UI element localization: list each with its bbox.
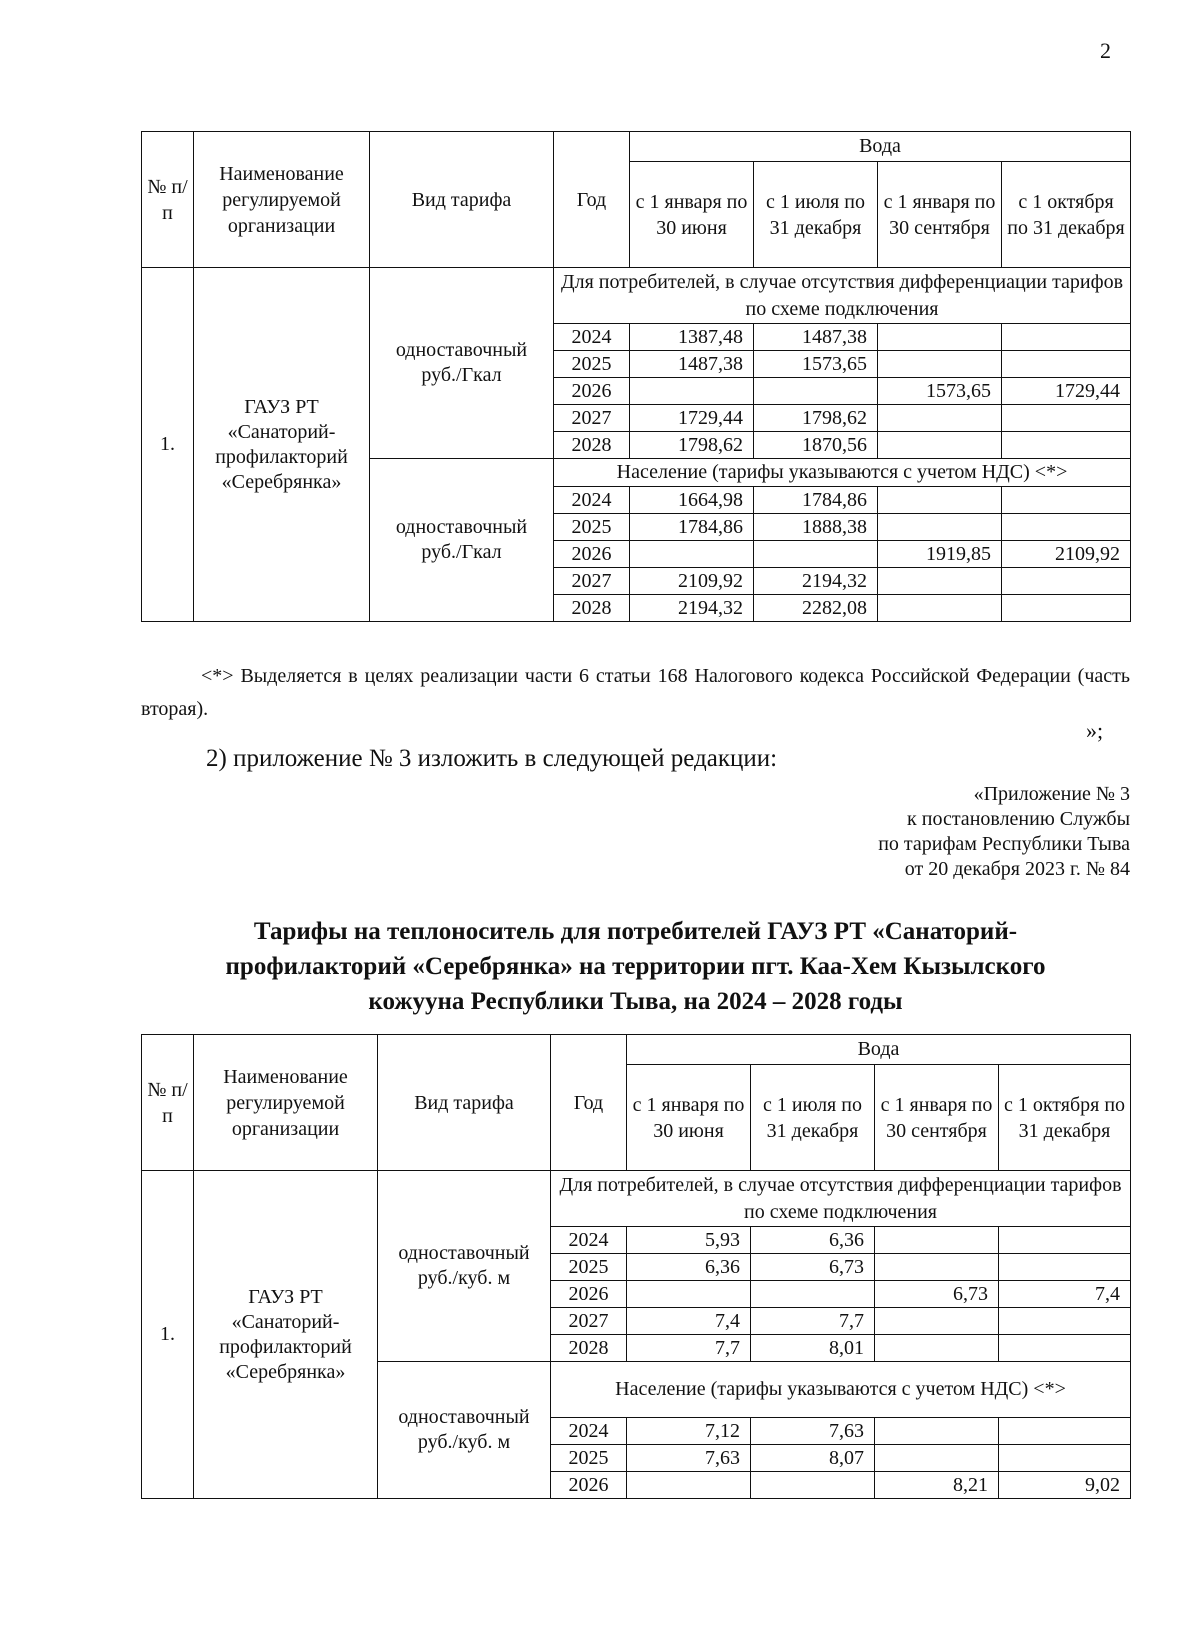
document-title	[141, 914, 1130, 1019]
value-cell: 7,63	[751, 1418, 875, 1445]
row-number: 1.	[142, 1171, 194, 1499]
appendix-line: к постановлению Службы	[907, 808, 1130, 830]
value-cell	[1002, 324, 1131, 351]
value-cell: 8,01	[751, 1335, 875, 1362]
year-cell: 2026	[554, 541, 630, 568]
year-cell: 2025	[551, 1445, 627, 1472]
header-period-4: с 1 октября по 31 декабря	[1002, 162, 1131, 268]
title-line: кожууна Республики Тыва, на 2024 – 2028 годы	[368, 988, 903, 1015]
row-number: 1.	[142, 268, 194, 622]
value-cell	[875, 1308, 999, 1335]
value-cell: 7,4	[627, 1308, 751, 1335]
section-label: Для потребителей, в случае отсутствия дифференциации тарифов по схеме подключения	[551, 1171, 1131, 1227]
value-cell	[1002, 514, 1131, 541]
item-2-text: 2) приложение № 3 изложить в следующей редакции:	[206, 745, 778, 772]
value-cell: 6,73	[875, 1281, 999, 1308]
organization-name: ГАУЗ РТ «Санаторий-профилакторий «Серебрянка»	[194, 268, 370, 622]
value-cell: 9,02	[999, 1472, 1131, 1499]
header-year: Год	[554, 132, 630, 268]
year-cell: 2028	[554, 432, 630, 459]
header-water: Вода	[630, 132, 1131, 162]
value-cell: 7,7	[751, 1308, 875, 1335]
value-cell	[875, 1335, 999, 1362]
header-org: Наименование регулируемой организации	[194, 132, 370, 268]
value-cell	[1002, 487, 1131, 514]
header-period-2: с 1 июля по 31 декабря	[754, 162, 878, 268]
tariff-table-heat	[141, 131, 1131, 622]
value-cell: 7,4	[999, 1281, 1131, 1308]
appendix-line: от 20 декабря 2023 г. № 84	[904, 858, 1130, 880]
appendix-reference	[878, 782, 1130, 882]
section-label: Для потребителей, в случае отсутствия дифференциации тарифов по схеме подключения	[554, 268, 1131, 324]
year-cell: 2025	[554, 514, 630, 541]
year-cell: 2025	[554, 351, 630, 378]
year-cell: 2026	[551, 1281, 627, 1308]
footnote: <*> Выделяется в целях реализации части 6 статьи 168 Налогового кодекса Российской Федерации (часть вторая).	[141, 665, 1130, 720]
value-cell	[1002, 568, 1131, 595]
year-cell: 2024	[551, 1418, 627, 1445]
header-period-3: с 1 января по 30 сентября	[878, 162, 1002, 268]
header-org: Наименование регулируемой организации	[194, 1035, 378, 1171]
value-cell: 1487,38	[630, 351, 754, 378]
value-cell	[878, 568, 1002, 595]
title-line: профилакторий «Серебрянка» на территории пгт. Каа-Хем Кызылского	[225, 953, 1046, 980]
value-cell: 1798,62	[630, 432, 754, 459]
year-cell: 2026	[551, 1472, 627, 1499]
header-period-3: с 1 января по 30 сентября	[875, 1065, 999, 1171]
value-cell: 1387,48	[630, 324, 754, 351]
value-cell: 2109,92	[1002, 541, 1131, 568]
value-cell: 1729,44	[630, 405, 754, 432]
value-cell	[1002, 595, 1131, 622]
value-cell	[999, 1254, 1131, 1281]
year-cell: 2025	[551, 1254, 627, 1281]
value-cell: 1729,44	[1002, 378, 1131, 405]
tariff-type-cell: одноставочный руб./куб. м	[378, 1362, 551, 1499]
tariff-type-cell: одноставочный руб./Гкал	[370, 268, 554, 459]
value-cell	[751, 1472, 875, 1499]
value-cell: 7,63	[627, 1445, 751, 1472]
value-cell: 1784,86	[630, 514, 754, 541]
value-cell: 1870,56	[754, 432, 878, 459]
value-cell: 6,73	[751, 1254, 875, 1281]
header-water: Вода	[627, 1035, 1131, 1065]
value-cell	[875, 1445, 999, 1472]
value-cell	[999, 1308, 1131, 1335]
value-cell: 8,07	[751, 1445, 875, 1472]
header-year: Год	[551, 1035, 627, 1171]
year-cell: 2024	[551, 1227, 627, 1254]
year-cell: 2027	[551, 1308, 627, 1335]
value-cell: 1919,85	[878, 541, 1002, 568]
value-cell	[878, 324, 1002, 351]
header-period-4: с 1 октября по 31 декабря	[999, 1065, 1131, 1171]
value-cell	[878, 595, 1002, 622]
value-cell	[878, 514, 1002, 541]
header-period-1: с 1 января по 30 июня	[627, 1065, 751, 1171]
page-number: 2	[1100, 38, 1111, 63]
value-cell	[878, 405, 1002, 432]
value-cell: 2194,32	[754, 568, 878, 595]
year-cell: 2027	[554, 568, 630, 595]
value-cell	[999, 1418, 1131, 1445]
year-cell: 2024	[554, 487, 630, 514]
value-cell	[999, 1227, 1131, 1254]
header-num: № п/п	[142, 1035, 194, 1171]
value-cell: 2282,08	[754, 595, 878, 622]
header-num: № п/п	[142, 132, 194, 268]
value-cell	[627, 1472, 751, 1499]
closing-quote: »;	[1086, 718, 1104, 743]
value-cell	[878, 432, 1002, 459]
value-cell	[630, 378, 754, 405]
year-cell: 2026	[554, 378, 630, 405]
value-cell	[1002, 432, 1131, 459]
tariff-type-cell: одноставочный руб./Гкал	[370, 459, 554, 622]
organization-name: ГАУЗ РТ «Санаторий-профилакторий «Серебрянка»	[194, 1171, 378, 1499]
value-cell	[875, 1227, 999, 1254]
appendix-line: «Приложение № 3	[973, 783, 1130, 805]
value-cell	[999, 1335, 1131, 1362]
value-cell	[878, 351, 1002, 378]
title-line: Тарифы на теплоноситель для потребителей ГАУЗ РТ «Санаторий-	[253, 918, 1018, 945]
value-cell: 2109,92	[630, 568, 754, 595]
value-cell: 5,93	[627, 1227, 751, 1254]
value-cell: 1798,62	[754, 405, 878, 432]
value-cell: 1784,86	[754, 487, 878, 514]
value-cell: 8,21	[875, 1472, 999, 1499]
value-cell	[630, 541, 754, 568]
header-tariff-type: Вид тарифа	[370, 132, 554, 268]
value-cell	[999, 1445, 1131, 1472]
value-cell	[751, 1281, 875, 1308]
year-cell: 2028	[554, 595, 630, 622]
header-period-1: с 1 января по 30 июня	[630, 162, 754, 268]
value-cell: 6,36	[751, 1227, 875, 1254]
value-cell	[754, 378, 878, 405]
section-label: Население (тарифы указываются с учетом НДС) <*>	[551, 1362, 1131, 1418]
value-cell: 1573,65	[878, 378, 1002, 405]
header-tariff-type: Вид тарифа	[378, 1035, 551, 1171]
value-cell: 2194,32	[630, 595, 754, 622]
value-cell	[878, 487, 1002, 514]
value-cell: 1888,38	[754, 514, 878, 541]
value-cell: 1573,65	[754, 351, 878, 378]
value-cell: 1487,38	[754, 324, 878, 351]
year-cell: 2024	[554, 324, 630, 351]
tariff-type-cell: одноставочный руб./куб. м	[378, 1171, 551, 1362]
section-label: Население (тарифы указываются с учетом НДС) <*>	[554, 459, 1131, 487]
value-cell	[1002, 405, 1131, 432]
tariff-table-coolant	[141, 1034, 1131, 1499]
value-cell	[1002, 351, 1131, 378]
value-cell: 7,7	[627, 1335, 751, 1362]
value-cell	[754, 541, 878, 568]
year-cell: 2028	[551, 1335, 627, 1362]
value-cell	[875, 1418, 999, 1445]
value-cell: 6,36	[627, 1254, 751, 1281]
header-period-2: с 1 июля по 31 декабря	[751, 1065, 875, 1171]
appendix-line: по тарифам Республики Тыва	[878, 833, 1130, 855]
year-cell: 2027	[554, 405, 630, 432]
value-cell	[875, 1254, 999, 1281]
value-cell: 7,12	[627, 1418, 751, 1445]
value-cell	[627, 1281, 751, 1308]
value-cell: 1664,98	[630, 487, 754, 514]
